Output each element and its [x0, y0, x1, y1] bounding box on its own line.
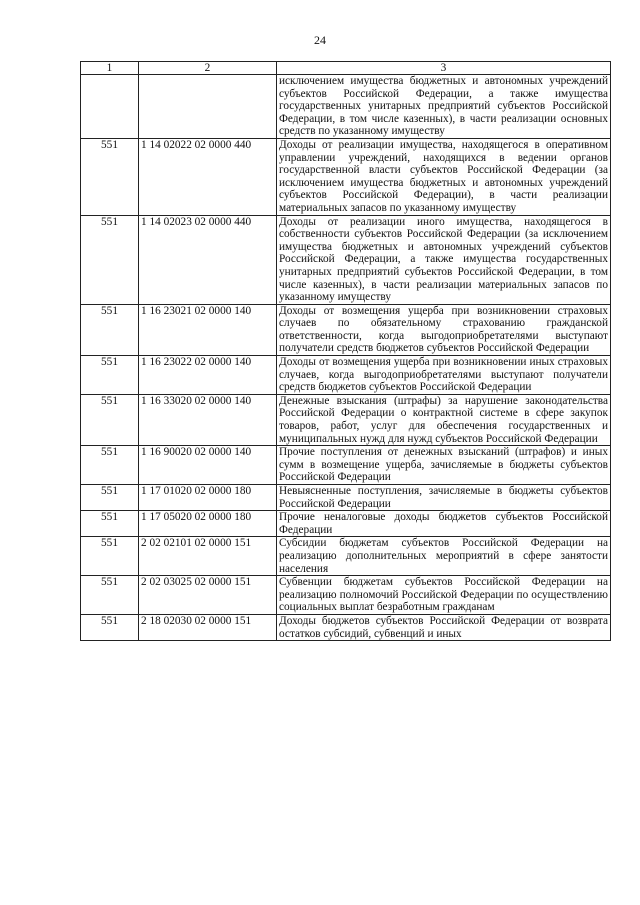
description-cell: Субвенции бюджетам субъектов Российской Федерации на реализацию полномочий Российской Федерации по осуществлению социальных выплат безработным гражданам	[277, 576, 611, 615]
description-cell: Доходы от возмещения ущерба при возникновении иных страховых случаев, когда выгодоприобретателями выступают получатели средств бюджетов субъектов Российской Федерации	[277, 356, 611, 395]
table-row	[81, 138, 611, 215]
table-row	[81, 511, 611, 537]
description-cell: Прочие неналоговые доходы бюджетов субъектов Российской Федерации	[277, 511, 611, 537]
description-cell: Субсидии бюджетам субъектов Российской Федерации на реализацию дополнительных мероприятий в сфере занятости населения	[277, 537, 611, 576]
budget-code-cell: 1 14 02022 02 0000 440	[139, 138, 277, 215]
budget-revenue-table	[80, 61, 611, 641]
admin-code-cell	[81, 75, 139, 139]
budget-code-cell: 2 02 02101 02 0000 151	[139, 537, 277, 576]
admin-code-cell: 551	[81, 614, 139, 640]
admin-code-cell: 551	[81, 485, 139, 511]
description-cell: Доходы бюджетов субъектов Российской Федерации от возврата остатков субсидий, субвенций и иных	[277, 614, 611, 640]
budget-code-cell: 2 02 03025 02 0000 151	[139, 576, 277, 615]
table-row	[81, 215, 611, 304]
budget-code-cell: 1 17 01020 02 0000 180	[139, 485, 277, 511]
table-row	[81, 485, 611, 511]
description-cell: Невыясненные поступления, зачисляемые в бюджеты субъектов Российской Федерации	[277, 485, 611, 511]
description-cell: Доходы от реализации иного имущества, находящегося в собственности субъектов Российской Федерации (за исключением имущества бюджетных и автономных учреждений субъектов Российской Федерации, а также имущества государственных унитарных предприятий субъектов Российской Федерации, в том числе казенных), в части реализации материальных запасов по указанному имуществу	[277, 215, 611, 304]
description-cell: Доходы от реализации имущества, находящегося в оперативном управлении учреждений, находящихся в ведении органов государственной власти субъектов Российской Федерации (за исключением имущества бюджетных и автономных учреждений субъектов Российской Федерации), в части реализации материальных запасов по указанному имуществу	[277, 138, 611, 215]
table-header-row	[81, 62, 611, 75]
table-row	[81, 394, 611, 445]
budget-code-cell: 2 18 02030 02 0000 151	[139, 614, 277, 640]
header-col-2: 2	[139, 62, 277, 75]
admin-code-cell: 551	[81, 576, 139, 615]
budget-code-cell: 1 16 33020 02 0000 140	[139, 394, 277, 445]
admin-code-cell: 551	[81, 394, 139, 445]
description-cell: Доходы от возмещения ущерба при возникновении страховых случаев по обязательному страхованию гражданской ответственности, когда выгодоприобретателями выступают получатели средств бюджетов субъектов Российской Федерации	[277, 304, 611, 355]
description-cell: Денежные взыскания (штрафы) за нарушение законодательства Российской Федерации о контрактной системе в сфере закупок товаров, работ, услуг для обеспечения государственных и муниципальных нужд для нужд субъектов Российской Федерации	[277, 394, 611, 445]
table-row	[81, 576, 611, 615]
admin-code-cell: 551	[81, 304, 139, 355]
budget-code-cell: 1 16 90020 02 0000 140	[139, 446, 277, 485]
description-cell: Прочие поступления от денежных взысканий (штрафов) и иных сумм в возмещение ущерба, зачисляемые в бюджеты субъектов Российской Федерации	[277, 446, 611, 485]
table-row	[81, 537, 611, 576]
budget-code-cell	[139, 75, 277, 139]
admin-code-cell: 551	[81, 138, 139, 215]
table-row	[81, 614, 611, 640]
admin-code-cell: 551	[81, 215, 139, 304]
budget-code-cell: 1 17 05020 02 0000 180	[139, 511, 277, 537]
admin-code-cell: 551	[81, 537, 139, 576]
admin-code-cell: 551	[81, 446, 139, 485]
table-row	[81, 304, 611, 355]
budget-code-cell: 1 16 23022 02 0000 140	[139, 356, 277, 395]
header-col-3: 3	[277, 62, 611, 75]
admin-code-cell: 551	[81, 356, 139, 395]
budget-code-cell: 1 16 23021 02 0000 140	[139, 304, 277, 355]
table-row	[81, 356, 611, 395]
admin-code-cell: 551	[81, 511, 139, 537]
page-number: 24	[314, 33, 326, 47]
header-col-1: 1	[81, 62, 139, 75]
table-row	[81, 75, 611, 139]
table-row	[81, 446, 611, 485]
budget-code-cell: 1 14 02023 02 0000 440	[139, 215, 277, 304]
description-cell: исключением имущества бюджетных и автономных учреждений субъектов Российской Федерации, а также имущества государственных унитарных предприятий субъектов Российской Федерации, в том числе казенных), в части реализации основных средств по указанному имуществу	[277, 75, 611, 139]
